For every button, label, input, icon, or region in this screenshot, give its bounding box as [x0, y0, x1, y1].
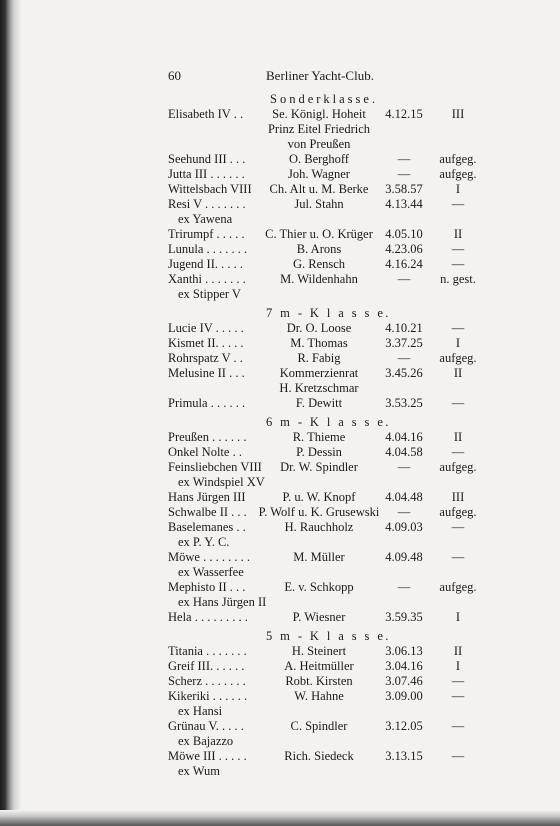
yacht-row [168, 430, 488, 445]
placing: II [453, 227, 463, 241]
yacht-owner: R. Thieme [292, 430, 346, 444]
yacht-owner: M. Thomas [290, 336, 348, 350]
placing: — [451, 550, 465, 564]
finish-time: 3.06.13 [385, 644, 423, 658]
finish-time: 3.07.46 [385, 674, 423, 688]
yacht-owner: R. Fabig [297, 351, 341, 365]
yacht-row [168, 197, 488, 212]
owner-continuation-row [168, 381, 488, 396]
finish-time: — [397, 505, 411, 519]
running-title: Berliner Yacht-Club. [266, 68, 374, 83]
finish-time: — [397, 272, 411, 286]
finish-time: 3.58.57 [385, 182, 423, 196]
finish-time: 4.13.44 [385, 197, 423, 211]
yacht-name: Kismet II. . . . . [168, 336, 244, 350]
finish-time: 3.04.16 [385, 659, 423, 673]
yacht-name: Kikeriki . . . . . . [168, 689, 248, 703]
former-yacht-name: ex Stipper V [178, 287, 241, 301]
yacht-name: Schwalbe II . . . [168, 505, 247, 519]
former-yacht-name: ex Hans Jürgen II [178, 595, 267, 609]
yacht-owner: von Preußen [287, 137, 351, 151]
class-heading-text: 6 m - K l a s s e. [266, 415, 391, 429]
yacht-owner: Prinz Eitel Friedrich [267, 122, 371, 136]
finish-time: 3.59.35 [385, 610, 423, 624]
yacht-row [168, 257, 488, 272]
placing: II [453, 644, 463, 658]
finish-time: 3.12.05 [385, 719, 423, 733]
yacht-owner: O. Berghoff [289, 152, 349, 166]
yacht-owner: A. Heitmüller [284, 659, 354, 673]
yacht-name: Titania . . . . . . . [168, 644, 247, 658]
placing: III [451, 107, 465, 121]
yacht-owner: P. u. W. Knopf [282, 490, 356, 504]
placing: — [451, 396, 465, 410]
yacht-row [168, 659, 488, 674]
yacht-owner: P. Wolf u. K. Grusewski [258, 505, 380, 519]
former-name-row [168, 287, 488, 302]
yacht-name: Rohrspatz V . . [168, 351, 243, 365]
yacht-owner: Jul. Stahn [294, 197, 344, 211]
former-yacht-name: ex Bajazzo [178, 734, 234, 748]
finish-time: — [397, 152, 411, 166]
yacht-owner: Dr. W. Spindler [280, 460, 358, 474]
yacht-row [168, 336, 488, 351]
placing: — [451, 257, 465, 271]
yacht-row [168, 460, 488, 475]
yacht-owner: F. Dewitt [295, 396, 343, 410]
placing: — [451, 749, 465, 763]
finish-time: — [397, 167, 411, 181]
finish-time: 4.04.16 [385, 430, 423, 444]
yacht-name: Preußen . . . . . . [168, 430, 247, 444]
placing: — [451, 520, 465, 534]
yacht-row [168, 321, 488, 336]
yacht-row [168, 107, 488, 122]
finish-time: 4.10.21 [385, 321, 423, 335]
yacht-row [168, 520, 488, 535]
former-name-row [168, 704, 488, 719]
yacht-owner: C. Spindler [290, 719, 348, 733]
placing: — [451, 242, 465, 256]
finish-time: 3.37.25 [385, 336, 423, 350]
finish-time: 3.13.15 [385, 749, 423, 763]
former-name-row [168, 595, 488, 610]
placing: II [453, 366, 463, 380]
yacht-row [168, 490, 488, 505]
yacht-owner: P. Dessin [296, 445, 342, 459]
yacht-name: Möwe . . . . . . . . [168, 550, 250, 564]
placing: — [451, 674, 465, 688]
yacht-name: Lucie IV . . . . . [168, 321, 244, 335]
yacht-name: Trirumpf . . . . . [168, 227, 245, 241]
yacht-owner: Dr. O. Loose [286, 321, 352, 335]
page-number: 60 [168, 68, 181, 83]
yacht-row [168, 689, 488, 704]
yacht-row [168, 366, 488, 381]
yacht-name: Resi V . . . . . . . [168, 197, 246, 211]
yacht-name: Xanthi . . . . . . . [168, 272, 246, 286]
finish-time: 3.53.25 [385, 396, 423, 410]
yacht-owner: B. Arons [296, 242, 342, 256]
class-heading [168, 629, 488, 644]
placing: aufgeg. [439, 460, 477, 474]
yacht-name: Baselemanes . . [168, 520, 246, 534]
former-yacht-name: ex Hansi [178, 704, 223, 718]
finish-time: 4.12.15 [385, 107, 423, 121]
yacht-name: Primula . . . . . . [168, 396, 246, 410]
placing: I [455, 182, 461, 196]
former-name-row [168, 535, 488, 550]
placing: I [455, 336, 461, 350]
placing: II [453, 430, 463, 444]
yacht-name: Seehund III . . . [168, 152, 246, 166]
yacht-name: Hans Jürgen III [168, 490, 246, 504]
placing: — [451, 719, 465, 733]
placing: — [451, 445, 465, 459]
yacht-name: Lunula . . . . . . . [168, 242, 248, 256]
former-yacht-name: ex P. Y. C. [178, 535, 230, 549]
yacht-row [168, 152, 488, 167]
yacht-name: Mephisto II . . . [168, 580, 246, 594]
finish-time: 4.16.24 [385, 257, 423, 271]
finish-time: 3.45.26 [385, 366, 423, 380]
class-heading-text: 7 m - K l a s s e. [266, 306, 391, 320]
yacht-name: Möwe III . . . . . [168, 749, 247, 763]
yacht-name: Elisabeth IV . . [168, 107, 244, 121]
yacht-row [168, 445, 488, 460]
placing: — [451, 197, 465, 211]
yacht-owner: Ch. Alt u. M. Berke [269, 182, 369, 196]
yacht-row [168, 644, 488, 659]
yacht-row [168, 272, 488, 287]
finish-time: 4.23.06 [385, 242, 423, 256]
yacht-row [168, 580, 488, 595]
placing: — [451, 321, 465, 335]
yacht-owner: C. Thier u. O. Krüger [265, 227, 373, 241]
scan-binding-shadow [0, 0, 22, 826]
yacht-owner: W. Hahne [294, 689, 344, 703]
yacht-owner: P. Wiesner [292, 610, 346, 624]
placing: aufgeg. [439, 351, 477, 365]
yacht-owner: G. Rensch [292, 257, 346, 271]
yacht-owner: M. Wildenhahn [280, 272, 358, 286]
yacht-owner: H. Kretzschmar [279, 381, 359, 395]
former-yacht-name: ex Windspiel XV [178, 475, 265, 489]
yacht-row [168, 351, 488, 366]
placing: aufgeg. [439, 152, 477, 166]
yacht-row [168, 396, 488, 411]
finish-time: 4.05.10 [385, 227, 423, 241]
former-yacht-name: ex Yawena [178, 212, 233, 226]
scan-bottom-shadow [0, 810, 560, 826]
yacht-name: Jugend II. . . . . [168, 257, 243, 271]
yacht-row [168, 610, 488, 625]
yacht-row [168, 550, 488, 565]
yacht-owner: Robt. Kirsten [285, 674, 353, 688]
yacht-name: Wittelsbach VIII [168, 182, 252, 196]
race-results-table [168, 92, 488, 779]
class-heading [168, 306, 488, 321]
yacht-row [168, 242, 488, 257]
former-name-row [168, 212, 488, 227]
yacht-owner: Rich. Siedeck [284, 749, 354, 763]
owner-continuation-row [168, 137, 488, 152]
yacht-row [168, 749, 488, 764]
class-heading [168, 415, 488, 430]
yacht-owner: H. Steinert [291, 644, 347, 658]
yacht-row [168, 182, 488, 197]
yacht-row [168, 167, 488, 182]
former-name-row [168, 475, 488, 490]
finish-time: 4.09.48 [385, 550, 423, 564]
class-heading-text: Sonderklasse. [270, 92, 379, 106]
class-heading [168, 92, 488, 107]
yacht-name: Melusine II . . . [168, 366, 245, 380]
placing: n. gest. [440, 272, 476, 286]
owner-continuation-row [168, 122, 488, 137]
placing: aufgeg. [439, 580, 477, 594]
yacht-name: Greif III. . . . . . [168, 659, 245, 673]
placing: I [455, 659, 461, 673]
yacht-owner: E. v. Schkopp [284, 580, 354, 594]
yacht-owner: H. Rauchholz [284, 520, 354, 534]
yacht-row [168, 719, 488, 734]
yacht-name: Jutta III . . . . . . [168, 167, 245, 181]
yacht-row [168, 505, 488, 520]
class-heading-text: 5 m - K l a s s e. [266, 629, 391, 643]
yacht-name: Scherz . . . . . . . [168, 674, 246, 688]
former-yacht-name: ex Wum [178, 764, 220, 778]
placing: I [455, 610, 461, 624]
page-header [168, 68, 468, 88]
former-name-row [168, 764, 488, 779]
finish-time: 4.09.03 [385, 520, 423, 534]
yacht-owner: Kommerzienrat [279, 366, 359, 380]
yacht-row [168, 674, 488, 689]
yacht-name: Feinsliebchen VIII [168, 460, 262, 474]
finish-time: — [397, 460, 411, 474]
finish-time: — [397, 580, 411, 594]
placing: III [451, 490, 465, 504]
former-name-row [168, 734, 488, 749]
placing: aufgeg. [439, 167, 477, 181]
finish-time: 3.09.00 [385, 689, 423, 703]
placing: aufgeg. [439, 505, 477, 519]
former-yacht-name: ex Wasserfee [178, 565, 244, 579]
finish-time: 4.04.58 [385, 445, 423, 459]
yacht-owner: Se. Königl. Hoheit [272, 107, 366, 121]
finish-time: 4.04.48 [385, 490, 423, 504]
yacht-owner: Joh. Wagner [288, 167, 350, 181]
yacht-name: Grünau V. . . . . [168, 719, 244, 733]
finish-time: — [397, 351, 411, 365]
yacht-row [168, 227, 488, 242]
yacht-name: Onkel Nolte . . [168, 445, 242, 459]
yacht-owner: M. Müller [293, 550, 345, 564]
former-name-row [168, 565, 488, 580]
placing: — [451, 689, 465, 703]
yacht-name: Hela . . . . . . . . . [168, 610, 248, 624]
